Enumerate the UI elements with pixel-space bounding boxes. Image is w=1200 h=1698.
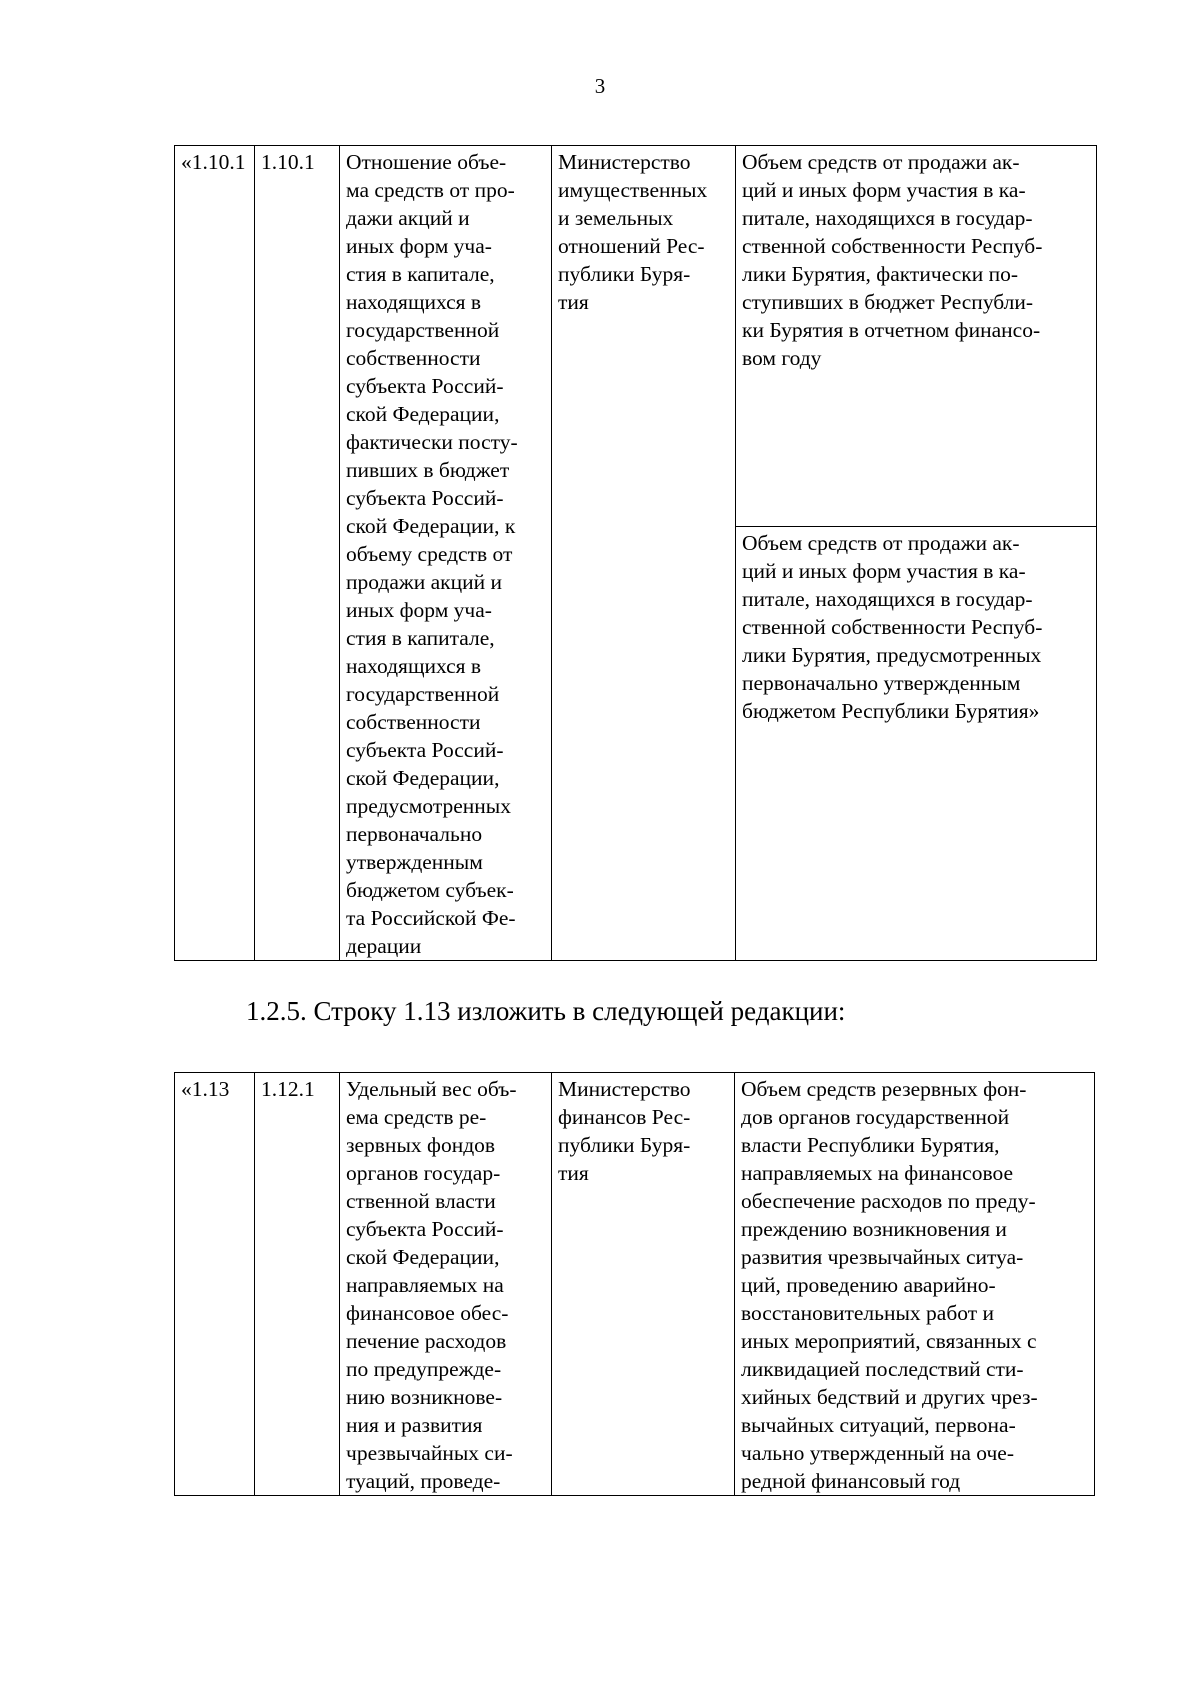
text-line: финансов Рес- — [558, 1105, 691, 1129]
text-line: ской Федерации, — [346, 1245, 500, 1269]
row-number-cell — [175, 1073, 255, 1496]
text-line: направляемых на финансовое — [741, 1161, 1014, 1185]
text-line: фактически посту- — [346, 430, 518, 454]
text-line: дов органов государственной — [741, 1105, 1010, 1129]
text-line: объему средств от — [346, 542, 513, 566]
text-line: первоначально — [346, 822, 483, 846]
text-line: пивших в бюджет — [346, 458, 510, 482]
responsible-ministry-cell — [552, 146, 736, 961]
text-line: ций и иных форм участия в ка- — [742, 559, 1026, 584]
indicator-name — [346, 1075, 546, 1495]
indicator-code: 1.12.1 — [261, 1077, 315, 1101]
text-line: по предупрежде- — [346, 1357, 502, 1381]
text-line: Удельный вес объ- — [346, 1077, 517, 1101]
text-line: печение расходов — [346, 1329, 507, 1353]
row-number-cell — [175, 146, 255, 961]
text-line: дажи акций и — [346, 206, 470, 230]
text-line: ма средств от про- — [346, 178, 515, 202]
text-line: питале, находящихся в государ- — [742, 206, 1033, 230]
text-line: публики Буря- — [558, 262, 691, 286]
text-line: дерации — [346, 934, 422, 958]
text-line: ственной власти — [346, 1189, 496, 1213]
text-line: ния и развития — [346, 1413, 483, 1437]
indicator-code-cell — [255, 1073, 340, 1496]
text-line: финансовое обес- — [346, 1301, 509, 1325]
text-line: продажи акций и — [346, 570, 502, 594]
text-line: ступивших в бюджет Республи- — [742, 290, 1034, 314]
text-line: и земельных — [558, 206, 674, 230]
text-line: государственной — [346, 318, 500, 342]
text-line: развития чрезвычайных ситуа- — [741, 1245, 1024, 1269]
text-line: вом году — [742, 346, 822, 370]
table-row — [175, 146, 1097, 527]
text-line: ема средств ре- — [346, 1105, 487, 1129]
text-line: государственной — [346, 682, 500, 706]
text-line: ций, проведению аварийно- — [741, 1273, 996, 1297]
text-line: питале, находящихся в государ- — [742, 587, 1033, 612]
text-line: иных мероприятий, связанных с — [741, 1329, 1037, 1353]
indicator-name-cell — [340, 146, 552, 961]
text-line: иных форм уча- — [346, 598, 492, 622]
text-line: чально утвержденный на оче- — [741, 1441, 1014, 1465]
responsible-ministry — [558, 1075, 729, 1187]
text-line: редной финансовый год — [741, 1469, 961, 1493]
description-top-cell — [736, 146, 1097, 527]
instruction-paragraph: 1.2.5. Строку 1.13 изложить в следующей редакции: — [246, 996, 846, 1026]
text-line: бюджетом Республики Бурятия» — [742, 699, 1040, 724]
text-line: находящихся в — [346, 654, 482, 678]
indicator-table-1 — [174, 145, 1097, 961]
text-line: первоначально утвержденным — [742, 671, 1021, 696]
text-line: преждению возникновения и — [741, 1217, 1007, 1241]
text-line: лики Бурятия, предусмотренных — [742, 643, 1042, 668]
text-line: субъекта Россий- — [346, 374, 504, 398]
text-line: Министерство — [558, 1077, 691, 1101]
text-line: Отношение объе- — [346, 150, 507, 174]
text-line: собственности — [346, 710, 481, 734]
text-line: обеспечение расходов по преду- — [741, 1189, 1036, 1213]
text-line: восстановительных работ и — [741, 1301, 995, 1325]
text-line: отношений Рес- — [558, 234, 705, 258]
text-line: направляемых на — [346, 1273, 504, 1297]
text-line: собственности — [346, 346, 481, 370]
indicator-name-cell — [340, 1073, 552, 1496]
text-line: зервных фондов — [346, 1133, 496, 1157]
text-line: публики Буря- — [558, 1133, 691, 1157]
text-line: стия в капитале, — [346, 262, 495, 286]
text-line: та Российской Фе- — [346, 906, 516, 930]
responsible-ministry — [558, 148, 730, 316]
text-line: органов государ- — [346, 1161, 501, 1185]
description — [741, 1075, 1089, 1495]
text-line: находящихся в — [346, 290, 482, 314]
text-line: субъекта Россий- — [346, 738, 504, 762]
text-line: бюджетом субъек- — [346, 878, 514, 902]
table-row — [175, 1073, 1095, 1496]
text-line: Объем средств резервных фон- — [741, 1077, 1027, 1101]
text-line: иных форм уча- — [346, 234, 492, 258]
text-line: тия — [558, 290, 589, 314]
text-line: ской Федерации, к — [346, 514, 516, 538]
text-line: ской Федерации, — [346, 402, 500, 426]
text-line: имущественных — [558, 178, 708, 202]
text-line: вычайных ситуаций, первона- — [741, 1413, 1016, 1437]
row-number: «1.10.1 — [181, 150, 246, 174]
text-line: хийных бедствий и других чрез- — [741, 1385, 1038, 1409]
text-line: Объем средств от продажи ак- — [742, 150, 1020, 174]
description-top — [742, 148, 1091, 372]
text-line: Министерство — [558, 150, 691, 174]
text-line: предусмотренных — [346, 794, 511, 818]
text-line: ки Бурятия в отчетном финансо- — [742, 318, 1041, 342]
responsible-ministry-cell — [552, 1073, 735, 1496]
indicator-table-2 — [174, 1072, 1095, 1496]
text-line: субъекта Россий- — [346, 1217, 504, 1241]
indicator-code: 1.10.1 — [261, 150, 315, 174]
indicator-code-cell — [255, 146, 340, 961]
text-line: чрезвычайных си- — [346, 1441, 513, 1465]
text-line: ской Федерации, — [346, 766, 500, 790]
text-line: утвержденным — [346, 850, 483, 874]
page-number: 3 — [594, 74, 606, 98]
text-line: нию возникнове- — [346, 1385, 503, 1409]
row-number: «1.13 — [181, 1077, 230, 1101]
text-line: ций и иных форм участия в ка- — [742, 178, 1026, 202]
text-line: стия в капитале, — [346, 626, 495, 650]
text-line: тия — [558, 1161, 589, 1185]
text-line: ственной собственности Респуб- — [742, 615, 1043, 640]
text-line: субъекта Россий- — [346, 486, 504, 510]
text-line: власти Республики Бурятия, — [741, 1133, 1000, 1157]
text-line: лики Бурятия, фактически по- — [742, 262, 1019, 286]
text-line: туаций, проведе- — [346, 1469, 501, 1493]
description-bottom-cell — [736, 527, 1097, 961]
text-line: Объем средств от продажи ак- — [742, 531, 1020, 556]
description-bottom — [742, 529, 1091, 725]
description-cell — [735, 1073, 1095, 1496]
text-line: ственной собственности Респуб- — [742, 234, 1043, 258]
indicator-name — [346, 148, 546, 960]
text-line: ликвидацией последствий сти- — [741, 1357, 1024, 1381]
